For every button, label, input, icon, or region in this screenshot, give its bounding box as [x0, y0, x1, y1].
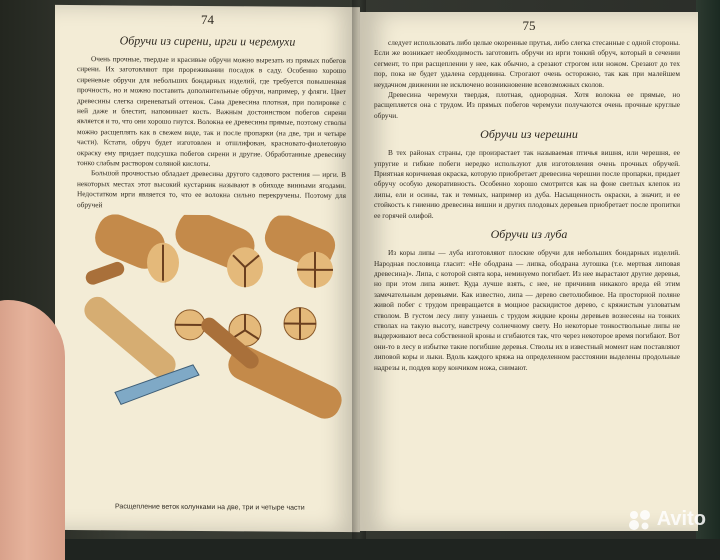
paragraph: Большой прочностью обладает древесина другого садового растения — ирги. В некоторых местах этот высокий кустарник называют в обиходе винными ягодами. Недостатком ирги является то, что ее волокна сильно перекручены. Поэтому для обручей [77, 169, 346, 213]
right-text-top [360, 38, 698, 121]
log-one [84, 214, 179, 287]
hand-holding-book [0, 300, 65, 560]
page-number-left: 74 [55, 11, 360, 29]
paragraph: Из коры липы — луба изготовляют плоские обручи для небольших бондарных изделий. Народная пословица гласит: «Не ободрана — липка, ободрана лутошка (т.е. мертвая липовая древесина)». Липа, с которой снята кора, неминуемо погибает. Из нее вырастают другие деревья, но при этом липа живет. Куда лучше взять, с нее, не причинив никакого вреда ей этим замечательным деревьями. Как известно, липа — дерево светолюбивое. На просторной поляне живой побег с трудом превращается в мощное раскидистое дерево, с кряжистым узловатым стволом. В густом лесу липу узнаешь с трудом жидкие кроны деревьев вознесены на тонких стволах на такую высоту, навстречу солнечному свету. Но некоторые тонкоствольные липы не выдерживают веса собственной кроны и сгибаются так, что через некоторое время погибают. Вот они-то в лесу в избытке такие погибшие деревья. Стволы их в известный момент нам поставляют липовой коры и лыки. Вдоль каждого кряжа на определенном расстоянии выделены продольные надрезы и, поддев кору кончиком ножа, снимают. [374, 248, 680, 373]
avito-watermark [627, 508, 706, 531]
paragraph: В тех районах страны, где произрастает так называемая птичья вишня, или черешня, ее упругие и гибкие побеги нередко используют для изготовления очень прочных обручей. Приятная коричневая окраска, которую приобретает древесина черешни после пропарки, придает обручу особую декоративность. Особенно хорошо смотрится как на фоне светлых клепок из липы, ели и осины, так и темных, например из дуба. Насыщенность окраски, а значит, и ее стойкость к гниению древесина вишни и других плодовых деревьев приобретает после пропитки ее горячей олифой. [374, 148, 680, 221]
cross-sections [175, 307, 316, 347]
section-heading-lilac: Обручи из сирени, ирги и черемухи [55, 33, 360, 50]
section-heading-cherry: Обручи из черешни [360, 127, 698, 142]
page-number-right: 75 [360, 18, 698, 34]
log-three [260, 214, 340, 288]
figure-caption: Расщепление веток колунками на две, три и четыре части [115, 503, 305, 511]
left-text-block [55, 54, 360, 212]
left-page [55, 5, 360, 532]
section-heading-bast: Обручи из луба [360, 227, 698, 242]
avito-dots-icon [627, 509, 653, 531]
paragraph: Древесина черемухи твердая, плотная, однородная. Хотя волокна ее прямые, но расщепляется она с трудом. Из прямых побегов черемухи получаются очень прочные круглые обручи. [374, 90, 680, 121]
illustration-splitting-branches [75, 214, 348, 456]
log-two [170, 214, 263, 287]
background-edge [696, 0, 720, 539]
paragraph: следует использовать либо целые окоренные прутья, либо слегка стесанные с одной стороны. Если же возникает необходимость заготовить обручи из ирги тонкий обруч, который в сечении сегмент, то при расщеплении у нее, как обычно, а срезают строгом или ножом. Срезают до тех пор, пока не будет удалена сердцевина. Строгают очень осторожно, так как при малейшем неудачном движении не исключено возникновение всевозможных сколов. [374, 38, 680, 90]
paragraph: Очень прочные, твердые и красивые обручи можно вырезать из прямых побегов сирени. Их заготовляют при прореживании посадок в саду. Особенно хорошо сиреневые обручи для небольших бондарных изделий, где требуется повышенная прочность, но и можно поставить дополнительные обручи, например, у фляги. Цвет древесины слегка сиреневатый оттенок. Сама древесина плотная, при полировке с ней даже и блестит, напоминает кость. Важным достоинством побегов сирени является и то, что они хорошо гнутся. Волокна ее древесины прямые, поэтому стволы можно расщеплять как в свежем виде, так и после пропарки (на две, три и четыре части). Кстати, обруч будет изготовлен и отшлифован, красновато-фиолетовую окраску ему придает подсушка побегов сирени и другие. Обработанные древесину тонко слабым раствором соляной кислоты. [77, 54, 346, 170]
right-text-bottom [360, 248, 698, 373]
wood-splitting-illustration [75, 214, 347, 456]
right-page [360, 12, 698, 531]
right-text-mid [360, 148, 698, 221]
watermark-text: Avito [657, 508, 706, 531]
